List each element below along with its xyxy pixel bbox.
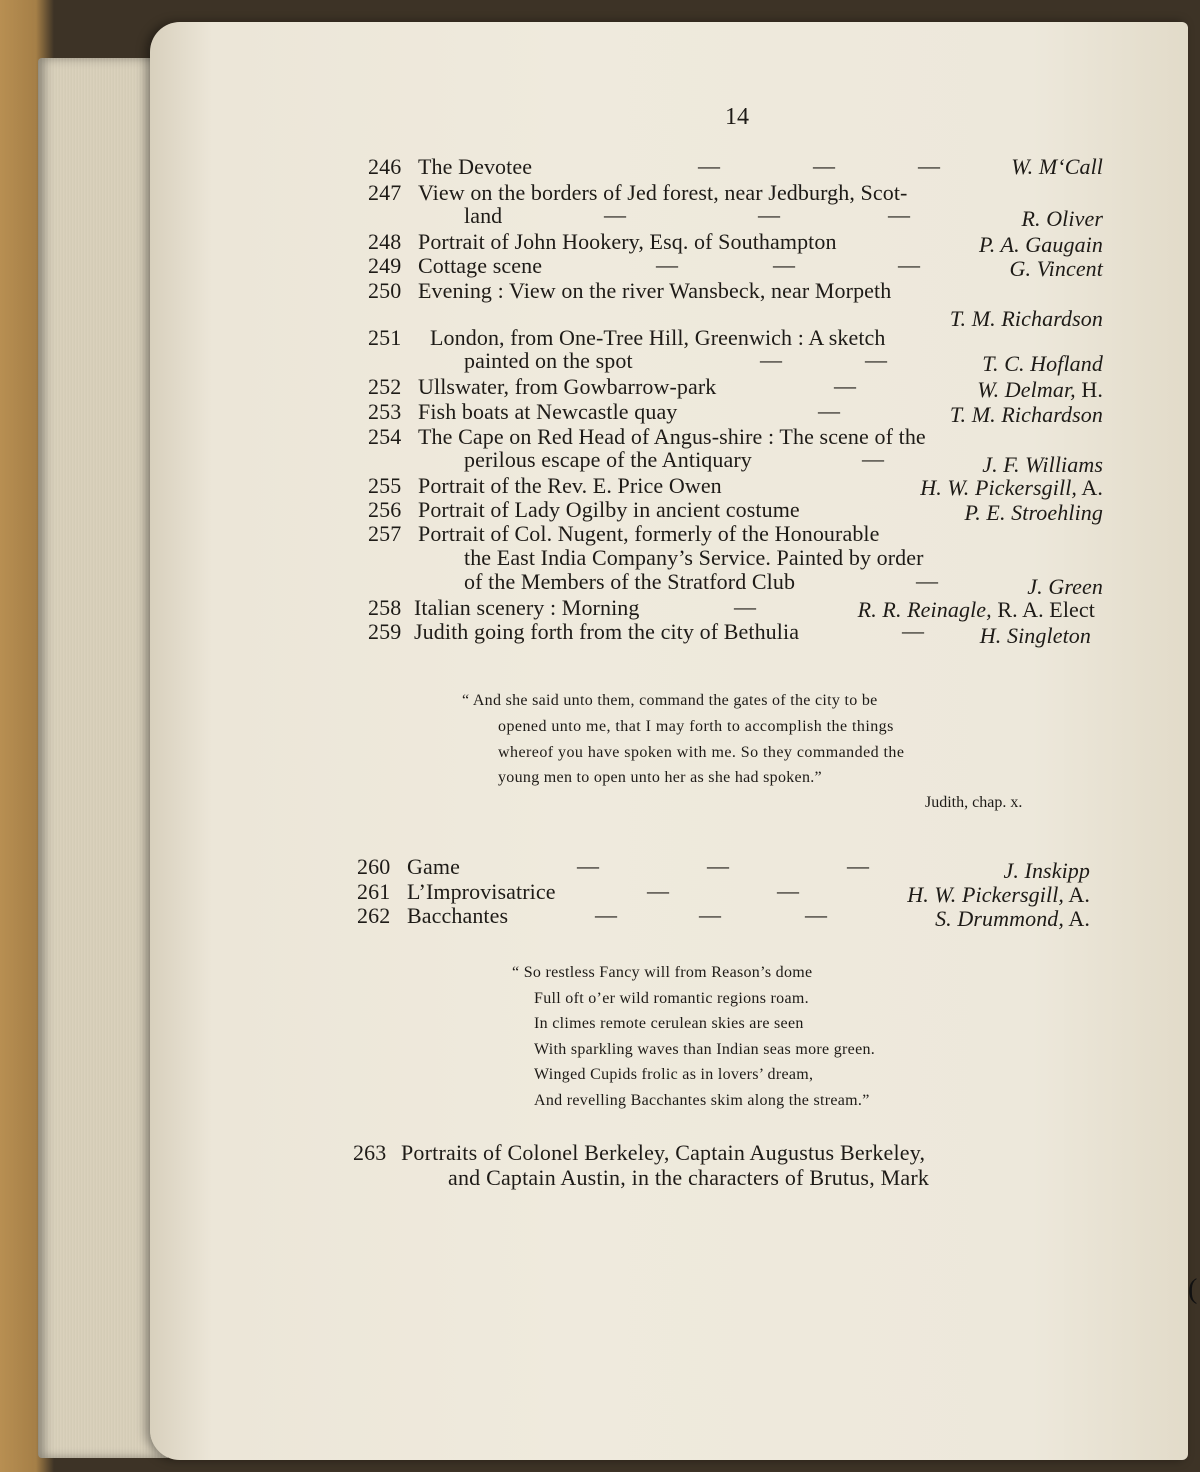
entry-dash: — [865,347,888,372]
entry-262 [357,903,1090,931]
entry-title: Bacchantes [407,903,509,928]
artist-suffix: A. [1064,906,1090,931]
entry-251 [368,325,1103,377]
entry-259 [368,619,1103,647]
entry-dash: — [698,153,721,178]
quote-line: “ So restless Fancy will from Reason’s dome [512,964,813,981]
entry-title: The Devotee [418,154,533,179]
artist-name: H. Singleton [979,623,1091,648]
entry-artist [980,623,1091,649]
artist-name: R. R. Reinagle, [857,597,992,622]
entry-dash: — [898,252,921,277]
entry-dash: — [758,202,781,227]
entry-dash: — [577,853,600,878]
entry-dash: — [777,878,800,903]
entry-number: 255 [368,473,402,498]
quote-line: And revelling Bacchantes skim along the stream.” [534,1092,870,1109]
entry-number: 263 [353,1140,387,1165]
entry-title-cont: land [464,203,503,228]
entry-dash: — [656,252,679,277]
artist-name: T. M. Richardson [949,402,1103,427]
entry-260 [357,854,1090,882]
entry-dash: — [813,153,836,178]
entry-246 [368,154,1103,182]
entry-dash: — [699,902,722,927]
entry-title: Portrait of the Rev. E. Price Owen [418,473,722,498]
artist-name: S. Drummond, [935,906,1065,931]
entry-title-cont: and Captain Austin, in the characters of Brutus, Mark [448,1165,930,1190]
margin-mark: ( [1188,1274,1198,1305]
quote-citation: Judith, chap. x. [925,794,1023,811]
artist-name: J. Green [1027,574,1103,599]
quote-line: Full oft o’er wild romantic regions roam. [534,990,809,1007]
entry-252 [368,374,1103,402]
artist-suffix: A. [1077,475,1103,500]
entry-title-cont: perilous escape of the Antiquary [464,447,752,472]
entry-title: L’Improvisatrice [407,879,556,904]
entry-title: Ullswater, from Gowbarrow-park [418,374,717,399]
entry-number: 262 [357,903,391,928]
artist-name: G. Vincent [1009,256,1103,281]
quote-line: With sparkling waves than Indian seas more green. [534,1041,876,1058]
artist-suffix: H. [1075,377,1103,402]
quote-line: opened unto me, that I may forth to accomplish the things [498,718,894,735]
entry-number: 249 [368,253,402,278]
entry-title: London, from One-Tree Hill, Greenwich : A sketch [430,325,886,350]
artist-name: P. E. Stroehling [964,500,1103,525]
entry-number: 258 [368,595,402,620]
entry-263 [353,1140,1003,1196]
entry-title-cont: painted on the spot [464,348,633,373]
entry-title: The Cape on Red Head of Angus-shire : The scene of the [418,424,926,449]
artist-name: T. M. Richardson [949,306,1103,331]
artist-name: R. Oliver [1021,206,1103,231]
artist-name: J. F. Williams [982,452,1103,477]
entry-title: Portraits of Colonel Berkeley, Captain Augustus Berkeley, [401,1140,926,1165]
entry-dash: — [760,347,783,372]
entry-number: 257 [368,521,402,546]
quote-line: whereof you have spoken with me. So they commanded the [498,744,905,761]
artist-name: J. Inskipp [1003,858,1090,883]
entry-249 [368,253,1103,281]
entry-dash: — [834,373,857,398]
entry-250 [368,278,1103,330]
entry-number: 259 [368,619,402,644]
entry-254 [368,424,1103,476]
entry-dash: — [862,446,885,471]
entry-title-cont: of the Members of the Stratford Club [464,569,796,594]
entry-number: 247 [368,180,402,205]
entry-number: 256 [368,497,402,522]
entry-dash: — [847,853,870,878]
entry-title: Fish boats at Newcastle quay [418,399,678,424]
entry-257 [368,521,1103,599]
entry-number: 254 [368,424,402,449]
entry-title: Judith going forth from the city of Bethulia [414,619,800,644]
entry-number: 250 [368,278,402,303]
entry-number: 251 [368,325,402,350]
entry-number: 260 [357,854,391,879]
entry-title: Game [407,854,460,879]
entry-artist [935,906,1090,932]
quote-line: “ And she said unto them, command the gates of the city to be [462,692,878,709]
quote-line: Winged Cupids frolic as in lovers’ dream, [534,1066,814,1083]
entry-number: 248 [368,229,402,254]
entry-title: Portrait of Col. Nugent, formerly of the Honourable [418,521,880,546]
entry-247 [368,180,1103,236]
artist-name: T. C. Hofland [982,351,1103,376]
entry-title: Portrait of John Hookery, Esq. of Southampton [418,229,837,254]
entry-title: Portrait of Lady Ogilby in ancient costume [418,497,800,522]
artist-name: H. W. Pickersgill, [920,475,1078,500]
entry-253 [368,399,1103,427]
entry-title: Cottage scene [418,253,543,278]
artist-suffix: R. A. Elect [991,597,1095,622]
quote-line: In climes remote cerulean skies are seen [534,1015,804,1032]
entry-dash: — [916,568,939,593]
page-edges [38,58,168,1458]
artist-name: W. M‘Call [1011,154,1103,179]
quote-line: young men to open unto her as she had spoken.” [498,769,822,786]
page-number: 14 [725,104,749,130]
entry-dash: — [647,878,670,903]
entry-title: Evening : View on the river Wansbeck, near Morpeth [418,278,892,303]
entry-dash: — [805,902,828,927]
artist-suffix: A. [1064,882,1090,907]
entry-dash: — [918,153,941,178]
artist-name: W. Delmar, [977,377,1076,402]
entry-title: View on the borders of Jed forest, near Jedburgh, Scot- [418,180,908,205]
entry-number: 253 [368,399,402,424]
entry-title: Italian scenery : Morning [414,595,640,620]
entry-dash: — [604,202,627,227]
entry-number: 252 [368,374,402,399]
artist-name: P. A. Gaugain [979,232,1103,257]
entry-dash: — [888,202,911,227]
entry-number: 261 [357,879,391,904]
entry-dash: — [902,618,925,643]
entry-dash: — [773,252,796,277]
entry-number: 246 [368,154,402,179]
entry-title-cont: the East India Company’s Service. Painted by order [464,545,924,570]
artist-name: H. W. Pickersgill, [907,882,1065,907]
entry-dash: — [734,594,757,619]
entry-dash: — [595,902,618,927]
entry-dash: — [818,398,841,423]
entry-dash: — [707,853,730,878]
entry-artist [1011,154,1103,180]
